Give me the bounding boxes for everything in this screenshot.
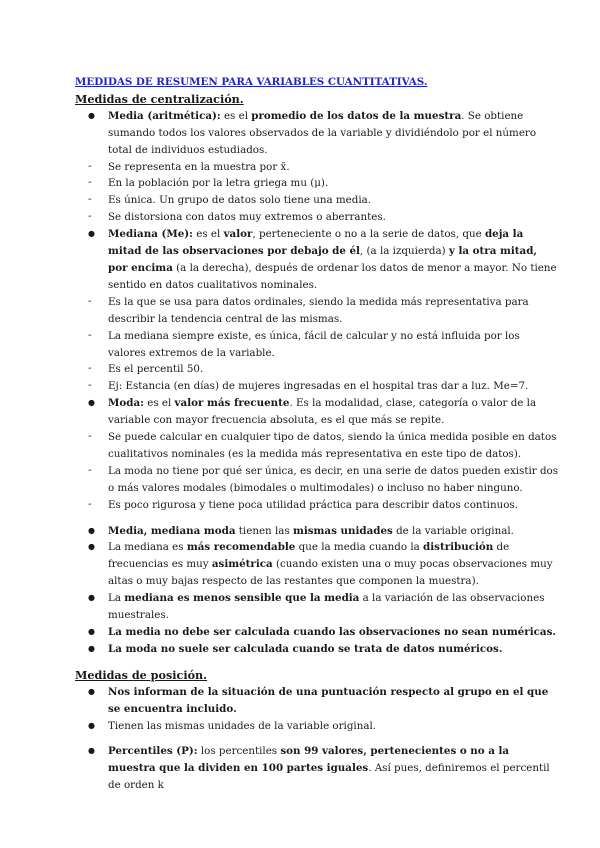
bullet-mediana (75, 226, 560, 294)
resumen-text: tienen las (235, 524, 293, 537)
bullet-resumen-moda-no (75, 641, 560, 658)
resumen-highlight-2: distribución (423, 541, 494, 554)
dash-item-text: La moda no tiene por qué ser única, es decir, en una serie de datos pueden existir dos o más valores modales (bimodales o multimodales) o incluso no haber ninguno. (108, 464, 559, 494)
resumen-statement: La moda no suele ser calculada cuando se trata de datos numéricos. (108, 642, 503, 655)
moda-label: Moda: (108, 397, 144, 410)
mediana-text-4: (a la derecha), después de ordenar los datos de menor a mayor. No tiene sentido en datos cualitativos nominales. (108, 261, 557, 291)
dash-item (75, 361, 560, 378)
bullet-marker: ● (88, 686, 95, 696)
percentiles-text: los percentiles (197, 745, 281, 758)
dash-marker: - (88, 464, 92, 476)
media-text-2: . Se obtiene sumando todos los valores observados de la variable y dividiéndolo por el número total de individuos estudiados. (108, 109, 537, 156)
dash-marker: - (88, 211, 92, 223)
dash-item-text: En la población por la letra griega mu (μ). (108, 177, 329, 190)
dash-marker: - (88, 498, 92, 510)
bullet-moda (75, 395, 560, 429)
mediana-highlight-3: y la otra mitad, por encima (108, 245, 537, 274)
dash-item-text: Se distorsiona con datos muy extremos o aberrantes. (108, 211, 386, 224)
dash-marker: - (88, 160, 92, 172)
dash-item (75, 378, 560, 395)
section-heading-posicion: Medidas de posición. (75, 667, 208, 682)
bullet-resumen-recomendable (75, 539, 560, 590)
dash-item (75, 175, 560, 192)
mediana-highlight-2: deja la mitad de las observaciones por debajo de él (108, 228, 524, 258)
resumen-text-4: (cuando existen una o muy pocas observaciones muy altas o muy bajas respecto de las restantes que componen la muestra). (108, 558, 553, 588)
resumen-highlight-3: asimétrica (211, 558, 273, 571)
dash-item (75, 192, 560, 209)
media-label: Media (aritmética): (108, 109, 221, 122)
bullet-marker: ● (88, 627, 95, 636)
dash-marker: - (88, 380, 92, 392)
dash-item (75, 463, 560, 497)
dash-marker: - (88, 431, 92, 443)
bullet-marker: ● (88, 110, 95, 120)
dash-item-text: Es la que se usa para datos ordinales, siendo la medida más representativa para describir la tendencia central de las mismas. (108, 295, 529, 325)
bullet-resumen-unidades (75, 523, 560, 540)
percentiles-highlight: son 99 valores, pertenecientes o no a la muestra que la dividen en 100 partes iguales (108, 745, 510, 775)
dash-item (75, 294, 560, 328)
dash-item (75, 429, 560, 463)
resumen-text-2: que la media cuando la (295, 541, 424, 554)
resumen-text-2: de la variable original. (392, 524, 514, 537)
bullet-marker: ● (88, 746, 95, 756)
dash-marker: - (88, 194, 92, 206)
resumen-text: La mediana es (108, 541, 187, 554)
moda-text: es el (143, 397, 175, 410)
bullet-resumen-sensible (75, 590, 560, 624)
dash-item (75, 159, 560, 176)
posicion-text: Tienen las mismas unidades de la variable original. (108, 719, 377, 732)
resumen-highlight: más recomendable (186, 541, 296, 554)
resumen-text: La (108, 592, 125, 605)
bullet-marker: ● (88, 593, 95, 603)
dash-item-text: Ej: Estancia (en días) de mujeres ingresadas en el hospital tras dar a luz. Me=7. (108, 380, 529, 393)
dash-item-text: La mediana siempre existe, es única, fácil de calcular y no está influida por los valores extremos de la variable. (108, 329, 520, 359)
mediana-text-3: , (a la izquierda) (359, 245, 449, 258)
dash-marker: - (88, 329, 92, 341)
dash-item-text: Se puede calcular en cualquier tipo de datos, siendo la única medida posible en datos cualitativos nominales (es la medida más representativa en este tipo de datos). (108, 431, 557, 460)
moda-text-2: . Es la modalidad, clase, categoría o valor de la variable con mayor frecuencia absoluta, es el que más se repite. (108, 397, 537, 427)
dash-item (75, 209, 560, 226)
document-title[interactable]: MEDIDAS DE RESUMEN PARA VARIABLES CUANTITATIVAS. (75, 76, 428, 88)
bullet-percentiles (75, 743, 560, 794)
dash-item-text: Se representa en la muestra por x̄. (108, 160, 290, 173)
bullet-marker: ● (88, 720, 95, 730)
bullet-media (75, 108, 560, 159)
moda-highlight: valor más frecuente (174, 397, 290, 410)
bullet-marker: ● (88, 398, 95, 408)
bullet-marker: ● (88, 542, 95, 552)
posicion-statement: Nos informan de la situación de una puntuación respecto al grupo en el que se encuentra incluido. (108, 685, 549, 715)
resumen-text-3: de frecuencias es muy (108, 541, 510, 571)
dash-item-text: Es única. Un grupo de datos solo tiene una media. (108, 194, 372, 207)
resumen-statement: La media no debe ser calculada cuando las observaciones no sean numéricas. (108, 626, 556, 638)
dash-marker: - (88, 177, 92, 189)
media-highlight: promedio de los datos de la muestra (251, 109, 462, 122)
mediana-highlight: valor (223, 228, 253, 241)
media-text: es el (220, 109, 252, 122)
dash-marker: - (88, 295, 92, 307)
bullet-marker: ● (88, 229, 95, 239)
bullet-marker: ● (88, 525, 95, 535)
mediana-text: es el (192, 228, 224, 241)
resumen-highlight-2: mismas unidades (292, 524, 393, 537)
resumen-text-2: a la variación de las observaciones muestrales. (108, 592, 545, 622)
dash-marker: - (88, 363, 92, 375)
resumen-highlight: Media, mediana moda (108, 524, 236, 537)
mediana-label: Mediana (Me): (108, 228, 193, 241)
bullet-marker: ● (88, 643, 95, 653)
mediana-text-2: , perteneciente o no a la serie de datos, que (252, 228, 485, 241)
section-heading-centralizacion: Medidas de centralización. (75, 91, 244, 106)
percentiles-label: Percentiles (P): (108, 745, 198, 758)
dash-item (75, 497, 560, 514)
dash-item-text: Es el percentil 50. (108, 363, 204, 376)
percentiles-text-2: . Así pues, definiremos el percentil de orden k (108, 762, 550, 792)
bullet-posicion-unidades (75, 718, 560, 735)
resumen-highlight: mediana es menos sensible que la media (124, 592, 360, 605)
bullet-resumen-media-no (75, 624, 560, 641)
dash-item-text: Es poco rigurosa y tiene poca utilidad práctica para describir datos continuos. (108, 498, 518, 511)
dash-item (75, 328, 560, 362)
bullet-posicion-info (75, 684, 560, 718)
